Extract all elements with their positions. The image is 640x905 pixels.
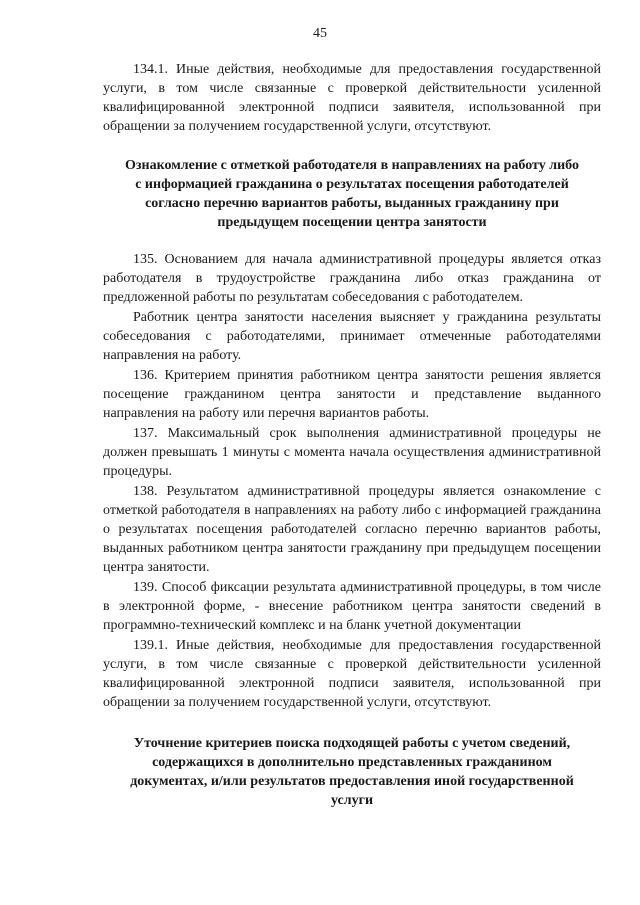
paragraph-136: 136. Критерием принятия работником центра занятости решения является посещение гражданином центра занятости и представление выданного направления на работу или перечня вариантов работы. <box>103 368 601 421</box>
paragraph-134-1: 134.1. Иные действия, необходимые для предоставления государственной услуги, в том числе связанные с проверкой действительности усиленной квалифицированной электронной подписи заявителя, использованной при обращении за получением государственной услуги, отсутствуют. <box>103 62 601 134</box>
paragraph-135: 135. Основанием для начала административной процедуры является отказ работодателя в трудоустройстве гражданина либо отказ гражданина от предложенной работы по результатам собеседования с работодателем. <box>103 252 601 305</box>
paragraph-137: 137. Максимальный срок выполнения административной процедуры не должен превышать 1 минуты с момента начала осуществления административной процедуры. <box>103 426 601 479</box>
paragraph-135-continuation: Работник центра занятости населения выясняет у гражданина результаты собеседования с работодателями, принимает отмеченные работодателями направления на работу. <box>103 310 601 363</box>
paragraph-139-1: 139.1. Иные действия, необходимые для предоставления государственной услуги, в том числе связанные с проверкой действительности усиленной квалифицированной электронной подписи заявителя, использованной при обращении за получением государственной услуги, отсутствуют. <box>103 638 601 710</box>
paragraph-139: 139. Способ фиксации результата административной процедуры, в том числе в электронной форме, - внесение работником центра занятости сведений в программно-технический комплекс и на бланк учетной документации <box>103 580 601 633</box>
page-number: 45 <box>313 26 327 41</box>
document-body <box>103 60 601 810</box>
paragraph-138: 138. Результатом административной процедуры является ознакомление с отметкой работодателя в направлениях на работу либо с информацией гражданина о результатах посещения работодателей согласно перечню вариантов работы, выданных работником центра занятости гражданину при предыдущем посещении центра занятости. <box>103 484 601 575</box>
section-heading-search-criteria: Уточнение критериев поиска подходящей работы с учетом сведений, содержащихся в дополнительно представленных гражданином документах, и/или результатов предоставления иной государственной услуги <box>130 736 574 808</box>
section-heading-employer-mark: Ознакомление с отметкой работодателя в направлениях на работу либо с информацией гражданина о результатах посещения работодателей согласно перечню вариантов работы, выданных гражданину при предыдущем посещении центра занятости <box>125 158 579 230</box>
